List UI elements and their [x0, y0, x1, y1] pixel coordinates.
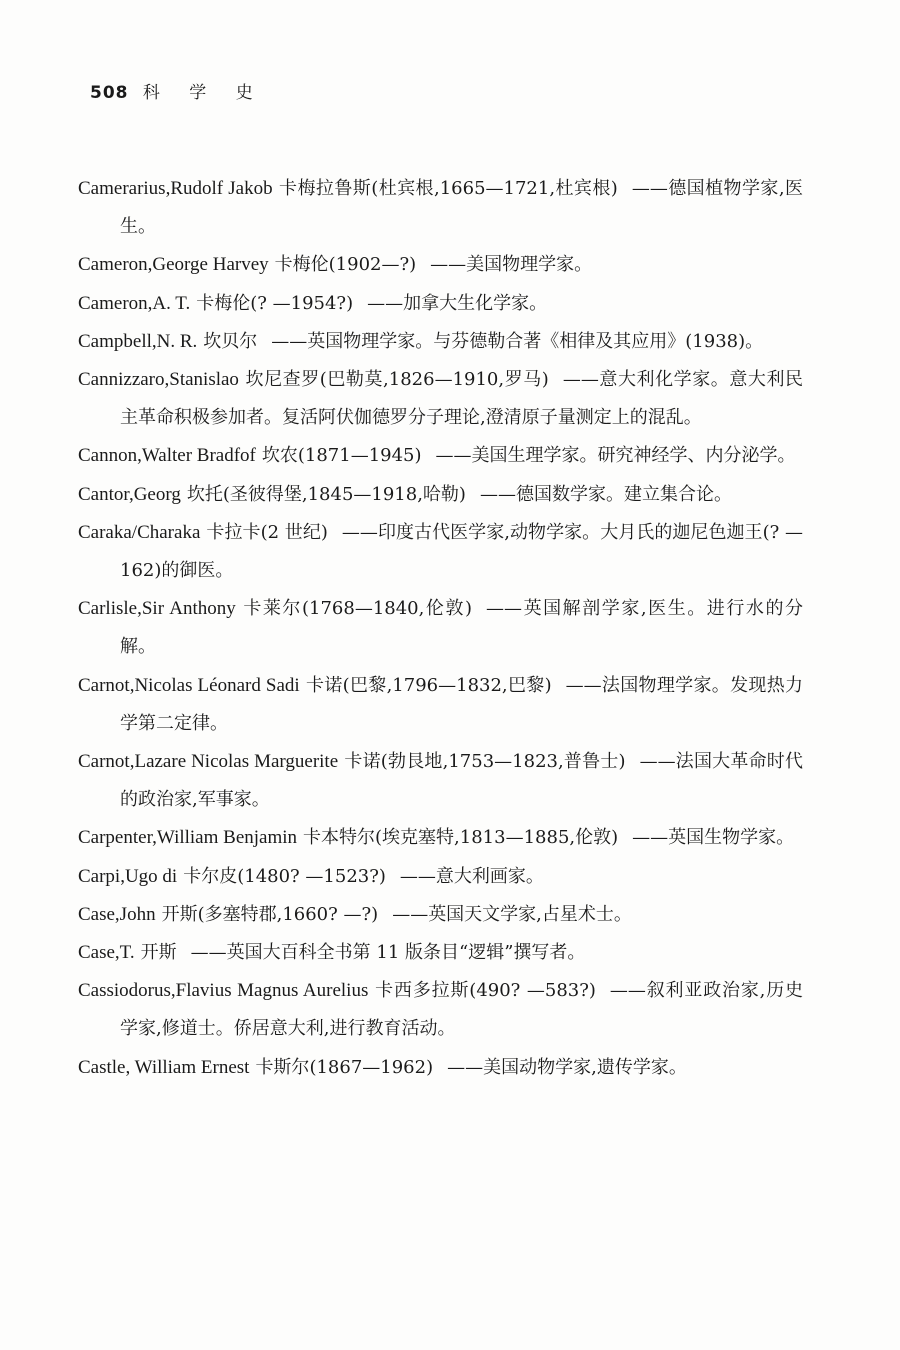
entry-name: Case,T.	[78, 942, 135, 964]
entry-name: Cannon,Walter Bradfof	[78, 445, 256, 467]
entry-description: ——意大利化学家。意大利民主革命积极参加者。复活阿伏伽德罗分子理论,澄清原子量测定上的混乱。	[120, 369, 804, 429]
entry-details: (圣彼得堡,1845—1918,哈勒)	[222, 483, 466, 505]
entry-name: Carlisle,Sir Anthony	[78, 598, 236, 620]
entry-chinese-name: 卡梅伦	[274, 254, 329, 276]
entry-name: Cantor,Georg	[78, 483, 181, 505]
running-header	[90, 78, 265, 103]
entry-description: ——英国大百科全书第 11 版条目“逻辑”撰写者。	[190, 942, 586, 964]
glossary-entry	[78, 361, 803, 437]
entry-description: ——法国大革命时代的政治家,军事家。	[120, 751, 804, 811]
entry-chinese-name: 卡西多拉斯	[374, 980, 470, 1002]
entry-details: (1768—1840,伦敦)	[301, 598, 473, 620]
entry-description: ——德国植物学家,医生。	[120, 178, 804, 238]
entry-description: ——英国生物学家。	[632, 827, 795, 849]
glossary-entry	[78, 934, 803, 972]
glossary-entry	[78, 972, 803, 1048]
entry-chinese-name: 卡莱尔	[241, 598, 302, 620]
entry-description: ——印度古代医学家,动物学家。大月氏的迦尼色迦王(? —162)的御医。	[120, 521, 804, 582]
entry-name: Carpenter,William Benjamin	[78, 827, 298, 849]
glossary-entry	[78, 858, 803, 896]
glossary-entry	[78, 285, 803, 323]
entry-description: ——英国解剖学家,医生。进行水的分解。	[120, 598, 803, 658]
glossary-entry	[78, 246, 803, 284]
entry-description: ——美国生理学家。研究神经学、内分泌学。	[435, 445, 796, 467]
entry-details: (490? —583?)	[469, 980, 596, 1002]
entry-name: Case,John	[78, 903, 156, 925]
entry-chinese-name: 卡梅伦	[196, 292, 251, 314]
entry-chinese-name: 卡梅拉鲁斯	[278, 178, 372, 199]
entry-name: Campbell,N. R.	[78, 330, 198, 352]
entry-chinese-name: 卡尔皮	[183, 865, 238, 887]
entry-chinese-name: 开斯	[161, 903, 198, 925]
entry-chinese-name: 卡拉卡	[206, 521, 261, 543]
entry-name: Carpi,Ugo di	[78, 865, 178, 887]
entry-description: ——英国物理学家。与芬德勒合著《相律及其应用》(1938)。	[271, 330, 764, 352]
glossary-entry	[78, 896, 803, 934]
entry-details: (巴勒莫,1826—1910,罗马)	[319, 369, 549, 391]
entry-chinese-name: 坎贝尔	[203, 330, 258, 352]
entry-chinese-name: 卡诺	[305, 674, 343, 696]
entry-name: Cameron,George Harvey	[78, 254, 269, 276]
glossary-entry	[78, 437, 803, 475]
glossary-entry	[78, 667, 803, 743]
entry-chinese-name: 卡斯尔	[255, 1056, 310, 1078]
entry-chinese-name: 卡本特尔	[303, 827, 376, 849]
entry-chinese-name: 坎尼查罗	[244, 369, 320, 391]
entry-details: (1902—?)	[328, 254, 417, 276]
glossary-entry	[78, 590, 803, 666]
entry-details: (? —1954?)	[250, 292, 354, 314]
entry-name: Cassiodorus,Flavius Magnus Aurelius	[78, 980, 369, 1002]
entry-details: (多塞特郡,1660? —?)	[197, 903, 379, 925]
entry-description: ——加拿大生化学家。	[367, 292, 548, 314]
entry-details: (埃克塞特,1813—1885,伦敦)	[375, 827, 619, 849]
entry-details: (1871—1945)	[297, 445, 422, 467]
glossary-entry	[78, 819, 803, 857]
entry-details: (巴黎,1796—1832,巴黎)	[342, 674, 552, 696]
entry-description: ——英国天文学家,占星术士。	[392, 903, 632, 925]
entry-description: ——法国物理学家。发现热力学第二定律。	[120, 674, 804, 734]
entry-name: Caraka/Charaka	[78, 521, 201, 543]
entry-description: ——美国物理学家。	[430, 254, 593, 276]
glossary-entry	[78, 170, 803, 246]
entry-name: Carnot,Nicolas Léonard Sadi	[78, 674, 300, 696]
entry-description: ——意大利画家。	[399, 865, 544, 887]
book-title: 科 学 史	[142, 83, 265, 103]
entry-details: (1480? —1523?)	[237, 865, 386, 887]
glossary-entry	[78, 323, 803, 361]
entry-chinese-name: 坎托	[186, 483, 223, 505]
entry-details: (杜宾根,1665—1721,杜宾根)	[371, 178, 618, 199]
entry-chinese-name: 开斯	[140, 942, 177, 964]
entry-name: Carnot,Lazare Nicolas Marguerite	[78, 751, 339, 773]
entry-name: Camerarius,Rudolf Jakob	[78, 178, 273, 199]
entry-name: Cameron,A. T.	[78, 292, 191, 314]
glossary-entry	[78, 514, 803, 590]
entry-name: Castle, William Ernest	[78, 1056, 250, 1078]
entry-details: (2 世纪)	[260, 521, 328, 543]
glossary-entry	[78, 743, 803, 819]
glossary-entry	[78, 476, 803, 514]
entry-details: (1867—1962)	[309, 1056, 434, 1078]
entry-description: ——叙利亚政治家,历史学家,修道士。侨居意大利,进行教育活动。	[120, 980, 804, 1040]
entry-description: ——美国动物学家,遗传学家。	[447, 1056, 687, 1078]
entry-description: ——德国数学家。建立集合论。	[479, 483, 732, 505]
page-number: 508	[90, 83, 129, 103]
glossary-entry	[78, 1049, 803, 1087]
glossary-entries	[78, 170, 803, 1087]
entry-name: Cannizzaro,Stanislao	[78, 369, 239, 391]
entry-details: (勃艮地,1753—1823,普鲁士)	[380, 751, 626, 773]
entry-chinese-name: 坎农	[261, 445, 298, 467]
entry-chinese-name: 卡诺	[344, 751, 381, 773]
